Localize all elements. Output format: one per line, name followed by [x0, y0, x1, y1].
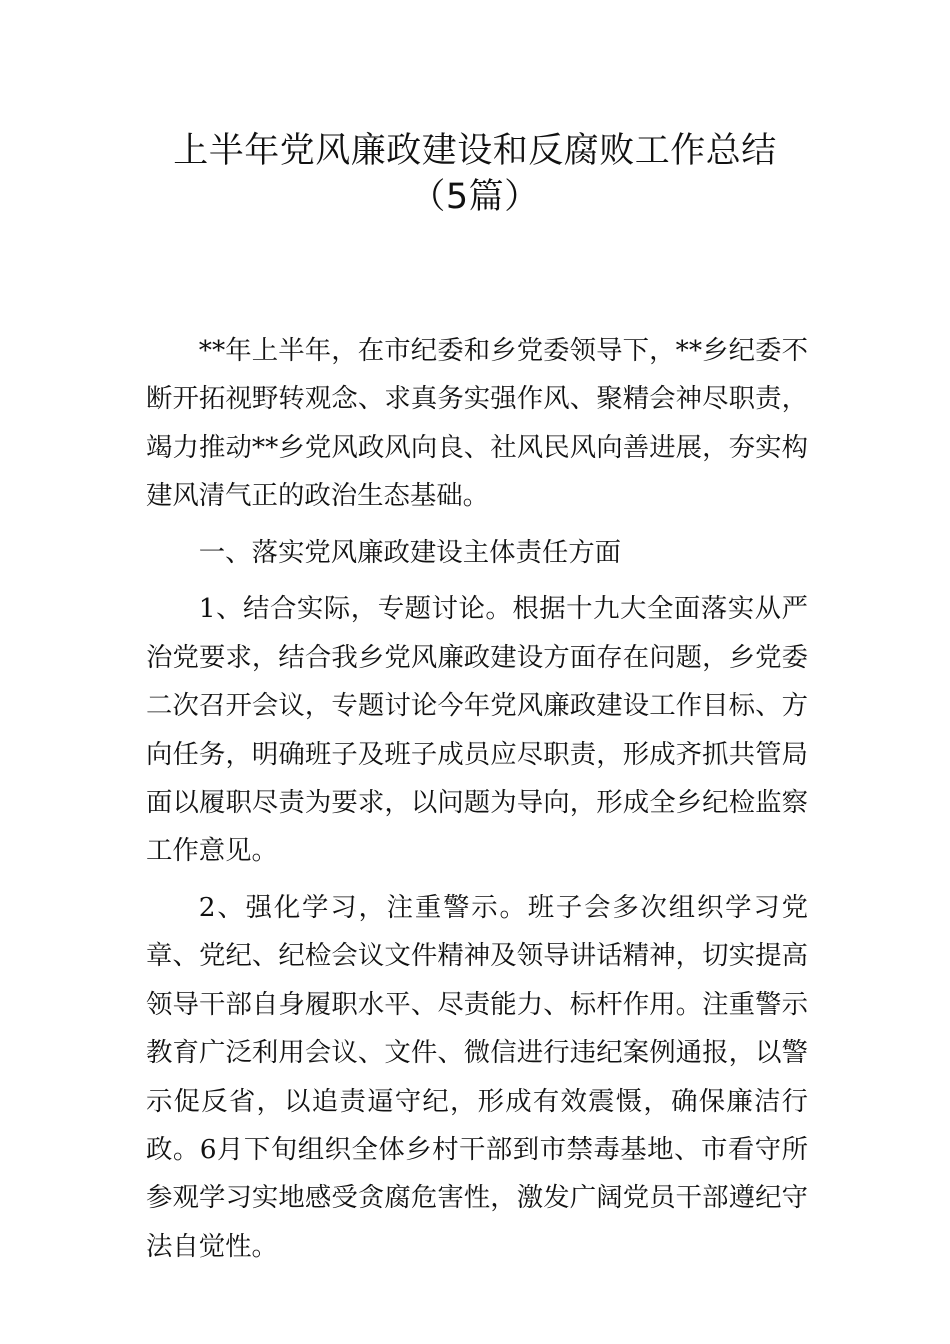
- paragraph-item-1: 1、结合实际，专题讨论。根据十九大全面落实从严治党要求，结合我乡党风廉政建设方面存在问题，乡党委二次召开会议，专题讨论今年党风廉政建设工作目标、方向任务，明确班子及班子成员应尽职责，形成齐抓共管局面以履职尽责为要求，以问题为导向，形成全乡纪检监察工作意见。: [146, 593, 808, 867]
- paragraph-item-2: 2、强化学习，注重警示。班子会多次组织学习党章、党纪、纪检会议文件精神及领导讲话精神，切实提高领导干部自身履职水平、尽责能力、标杆作用。注重警示教育广泛利用会议、文件、微信进行违纪案例通报，以警示促反省，以追责逼守纪，形成有效震慑，确保廉洁行政。6月下旬组织全体乡村干部到市禁毒基地、市看守所参观学习实地感受贪腐危害性，激发广阔党员干部遵纪守法自觉性。: [146, 892, 808, 1262]
- section-heading: 一、落实党风廉政建设主体责任方面: [198, 536, 622, 568]
- paragraph-intro: **年上半年，在市纪委和乡党委领导下，**乡纪委不断开拓视野转观念、求真务实强作风、聚精会神尽职责，竭力推动**乡党风政风向良、社风民风向善进展，夯实构建风清气正的政治生态基础。: [146, 335, 808, 512]
- document-body: [146, 327, 808, 1279]
- document-title: 上半年党风廉政建设和反腐败工作总结: [173, 131, 777, 171]
- document-subtitle: （5篇）: [410, 177, 540, 217]
